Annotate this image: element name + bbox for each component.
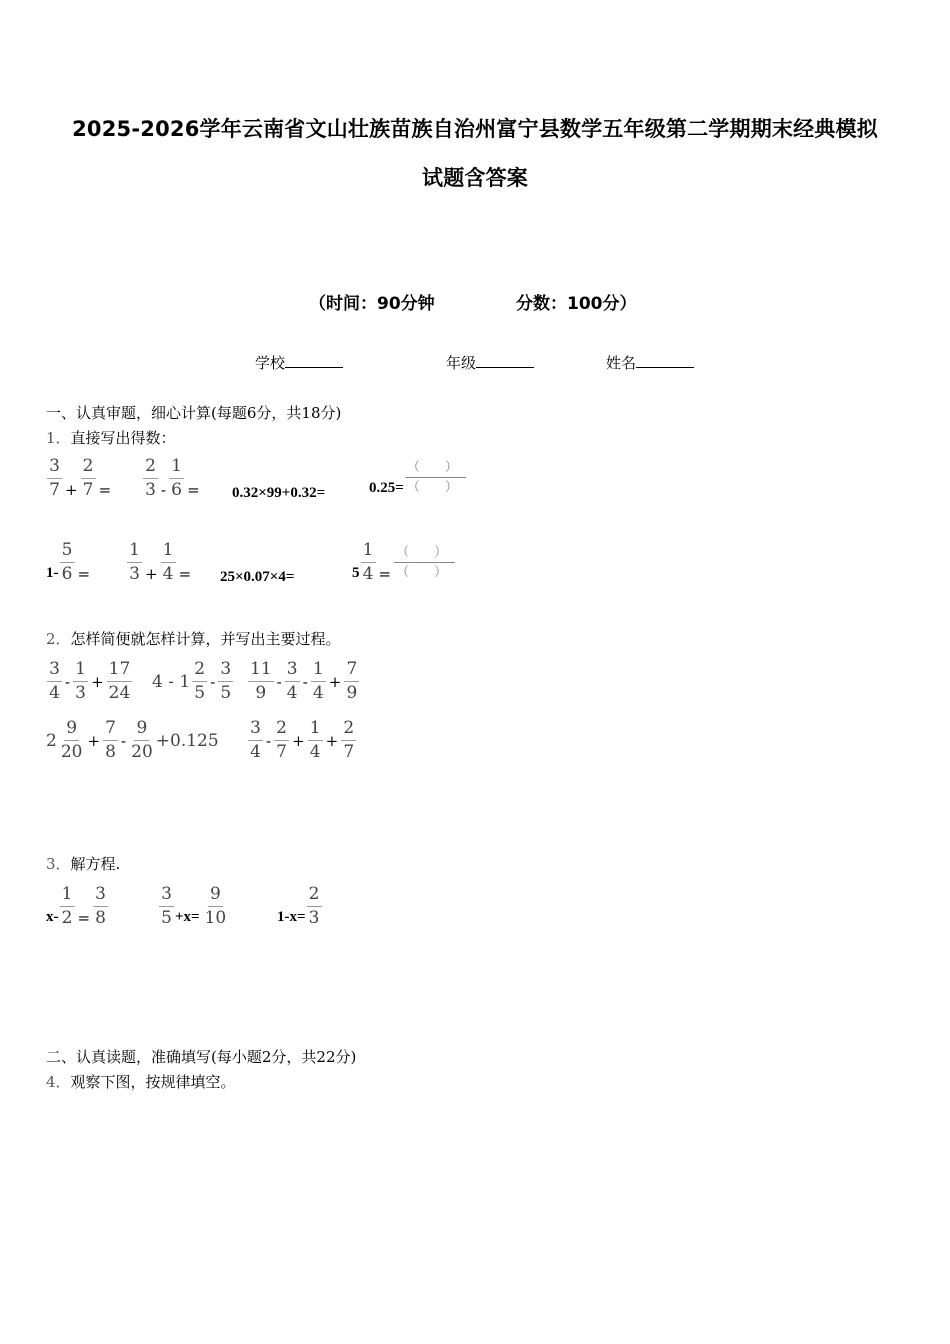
q3-equation-3 <box>277 886 323 927</box>
operator: + <box>65 480 78 499</box>
operator: - <box>302 672 308 691</box>
operator: - <box>65 672 71 691</box>
question-2-text: 怎样简便就怎样计算，并写出主要过程。 <box>70 630 341 648</box>
question-3 <box>46 853 120 874</box>
fraction: $\frac{1}{6}$ <box>169 458 184 499</box>
operator: - <box>276 672 282 691</box>
expr-lead: 1-x= <box>277 909 306 925</box>
fraction: $\frac{1}{4}$ <box>308 720 323 761</box>
question-4-text: 观察下图，按规律填空。 <box>70 1073 236 1091</box>
fraction: $\frac{1}{3}$ <box>73 661 88 702</box>
answer-fraction[interactable]: $\frac{( )}{( )}$ <box>406 460 464 495</box>
name-field <box>606 352 694 373</box>
fraction: $\frac{2}{3}$ <box>143 458 158 499</box>
q1-expr-3: 0.32×99+0.32= <box>232 485 326 501</box>
fraction: $\frac{1}{4}$ <box>361 542 376 583</box>
q1-expr-5 <box>46 542 92 583</box>
fraction: $\frac{17}{24}$ <box>108 659 131 703</box>
time-label: （时间：90分钟 <box>309 294 435 314</box>
grade-field <box>446 352 534 373</box>
expr-lead: 1- <box>46 565 59 581</box>
q3-equation-1 <box>46 886 109 927</box>
fraction: $\frac{1}{3}$ <box>127 542 142 583</box>
question-4-number: 4． <box>46 1073 71 1091</box>
fraction: $\frac{9}{20}$ <box>60 718 83 762</box>
q2-expr-2 <box>152 661 234 702</box>
name-label: 姓名 <box>606 354 637 372</box>
q1-expr-6 <box>126 542 193 583</box>
fraction: $\frac{3}{8}$ <box>93 886 108 927</box>
fraction: $\frac{9}{10}$ <box>204 884 227 928</box>
question-1-number: 1． <box>46 429 71 447</box>
expr-tail: +0.125 <box>155 730 219 751</box>
question-3-text: 解方程. <box>70 855 121 873</box>
fraction: $\frac{9}{20}$ <box>131 718 153 762</box>
fraction: $\frac{1}{2}$ <box>60 886 75 927</box>
operator: - <box>161 480 167 499</box>
q1-expr-2 <box>142 458 202 499</box>
expr-lead: 5 <box>352 565 360 581</box>
fraction: $\frac{2}{7}$ <box>274 720 289 761</box>
question-2 <box>46 628 341 649</box>
section1-heading: 一、认真审题，细心计算(每题6分，共18分) <box>46 404 342 422</box>
grade-label: 年级 <box>446 354 477 372</box>
grade-blank[interactable] <box>476 353 534 368</box>
school-label: 学校 <box>255 354 286 372</box>
score-label: 分数：100分） <box>516 294 637 314</box>
fraction: $\frac{7}{9}$ <box>344 661 359 702</box>
q2-expr-3 <box>247 661 360 702</box>
equals: = <box>77 908 91 927</box>
operator: - <box>210 672 216 691</box>
page-title: 2025-2026学年云南省文山壮族苗族自治州富宁县数学五年级第二学期期末经典模拟 <box>72 117 878 141</box>
fraction: $\frac{7}{8}$ <box>103 720 118 761</box>
school-field <box>255 352 343 373</box>
q1-expr-4 <box>369 458 467 497</box>
q1-expr-1 <box>46 458 113 499</box>
fraction: $\frac{1}{4}$ <box>311 661 326 702</box>
question-3-number: 3． <box>46 855 71 873</box>
equals: = <box>178 564 192 583</box>
fraction: $\frac{3}{4}$ <box>47 661 62 702</box>
equals: = <box>187 480 200 499</box>
fraction: $\frac{2}{5}$ <box>192 661 207 702</box>
expr-lead: 0.25= <box>369 480 404 496</box>
operator: + <box>87 731 101 750</box>
fraction: $\frac{3}{4}$ <box>248 720 263 761</box>
operator: + <box>328 672 342 691</box>
operator: - <box>121 731 127 750</box>
equals: = <box>378 564 392 583</box>
page-title-line2: 试题含答案 <box>422 166 528 190</box>
name-blank[interactable] <box>636 353 694 368</box>
question-4 <box>46 1071 236 1092</box>
equals: = <box>77 564 91 583</box>
fraction: $\frac{3}{5}$ <box>218 661 233 702</box>
expr-mid: +x= <box>175 909 200 925</box>
operator: + <box>292 731 305 750</box>
fraction: $\frac{2}{7}$ <box>81 458 96 499</box>
equals: = <box>98 480 112 499</box>
q1-expr-7: 25×0.07×4= <box>220 569 295 585</box>
fraction: $\frac{3}{7}$ <box>47 458 62 499</box>
operator: + <box>325 731 339 750</box>
operator: + <box>145 564 158 583</box>
expr-lead: 4 - 1 <box>152 671 191 692</box>
fraction: $\frac{3}{4}$ <box>285 661 300 702</box>
answer-fraction[interactable]: $\frac{( )}{( )}$ <box>396 545 454 580</box>
question-2-number: 2． <box>46 630 71 648</box>
q1-expr-8 <box>352 542 456 583</box>
fraction: $\frac{2}{7}$ <box>341 720 356 761</box>
q3-equation-2 <box>158 886 229 927</box>
question-1-text: 直接写出得数： <box>70 429 176 447</box>
fraction: $\frac{5}{6}$ <box>60 542 75 583</box>
q2-expr-1 <box>46 661 133 702</box>
expr-lead: x- <box>46 909 59 925</box>
q2-expr-5 <box>247 720 357 761</box>
fraction: $\frac{1}{4}$ <box>161 542 176 583</box>
fraction: $\frac{2}{3}$ <box>307 886 322 927</box>
mixed-whole: 2 <box>46 730 57 751</box>
question-1 <box>46 427 176 448</box>
operator: - <box>266 731 272 750</box>
q2-expr-4 <box>46 720 220 761</box>
fraction: $\frac{11}{9}$ <box>250 659 272 703</box>
section2-heading: 二、认真读题，准确填写(每小题2分，共22分) <box>46 1048 357 1066</box>
school-blank[interactable] <box>285 353 343 368</box>
fraction: $\frac{3}{5}$ <box>159 886 174 927</box>
operator: + <box>91 672 104 691</box>
